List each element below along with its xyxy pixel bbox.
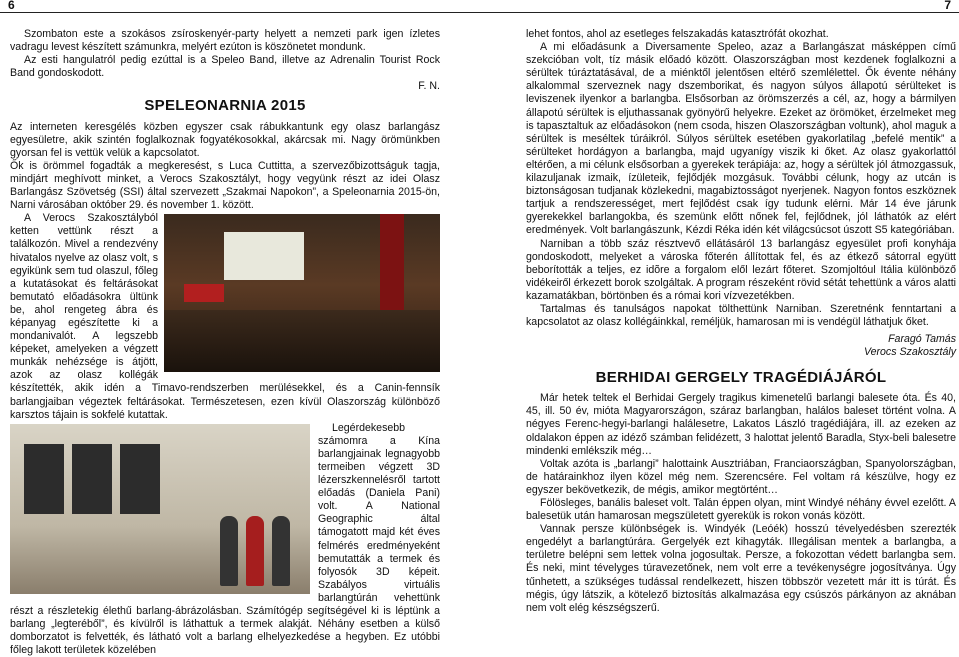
speleonarnia-paragraph-2: A Verocs Szakosztályból ketten vettünk részt a találkozón. Mivel a rendezvény hivatalos nyelve az olasz volt, s egyikünk sem tud olaszul, főleg a kutatásokat és feltárásokat bemutató előadásokra ültünk be, ahol rengeteg ábra és képanyag egészítette ki a mondanivalót. A legszebb képeket, amelyeken a végzett munkák nehézsége is átjött, azok az olasz kollégák készítették, akik idén a Timavo-rendszerben merülésekkel, és a Canin-fennsík barlangjaiban végeztek feltárásokat. Természetesen, ezen kívül Olaszország különböző karsztos tájain is sokfelé kutattak. xyxy=(10,212,440,421)
signature-organization: Verocs Szakosztály xyxy=(863,346,956,359)
right-paragraph-4: Tartalmas és tanulságos napokat tölthettünk Narniban. Szeretnénk fenntartani a kapcsolatot az olasz kollégáinkkal, reméljük, hamarosan mi is vendégül láthatjuk őket. xyxy=(526,302,956,329)
berhidai-paragraph-1: Már hetek teltek el Berhidai Gergely tragikus kimenetelű barlangi balesete óta. És 40, 45, ill. 50 év, mióta Magyarországon, száraz barlangban, halálos baleset történt volna. A négyes Ferenc-hegyi-barlangi halálesetre, Lakatos László tragédiájára, ill. az ezeken az oldalakon éppen az idéző számban felidézett, 3 halottat jelentő Baradla, Styx-beli balesetre mindenki emlékszik még… xyxy=(526,392,956,457)
speleonarnia-paragraph-1: Az interneten keresgélés közben egyszer csak rábukkantunk egy olasz barlangász egyesületre, akik szintén foglalkoznak fogyatékosokkal, akárcsak mi. Nagy örömünkben gyorsan fel is vettük velük a kapcsolatot. xyxy=(10,120,440,159)
right-column xyxy=(526,28,956,615)
speleonarnia-paragraph-1b: Ők is örömmel fogadták a megkeresést, s Luca Cuttitta, a szervezőbizottságuk tagja, mindjárt meghívott minket, a Verocs Szakosztályt, hogy vegyünk részt az idei Olasz Barlangász Szövetség (SSI) által szervezett „Szakmai Napokon”, a Speleonarnia 2015-ön, Narni városában október 29. és november 1. között. xyxy=(10,159,440,212)
article-title-speleonarnia: SPELEONARNIA 2015 xyxy=(144,97,306,115)
page-number-right: 7 xyxy=(944,0,951,12)
intro-paragraph: Szombaton este a szokásos zsíroskenyér-party helyett a nemzeti park igen ízletes vadragu levest készített számunkra, melyért ezúton is köszönetet mondunk. xyxy=(10,28,440,54)
signature-block xyxy=(526,333,956,359)
conference-hall-photo xyxy=(164,214,440,372)
berhidai-paragraph-3: Fölösleges, banális baleset volt. Talán éppen olyan, mint Windyé néhány évvel ezelőtt. A balesetük után hamarosan megszületett gyerekük is rokon vonás között. xyxy=(526,497,956,523)
berhidai-paragraph-4: Vannak persze különbségek is. Windyék (Leóék) hosszú tévelyedésben szerezték engedélyt a barlangtúrára. Gergelyék ezt kihagyták. Illegálisan mentek a barlangba, a területre belépni sem lettek volna jogosultak. Persze, a fokozottan védett barlangba sem. És neki, mint tévelyges túravezetőnek, nem volt erre a tevékenységre jogosítványa. Úgy tűnhetett, a szükséges tudással rendelkezett, hiszen többször vezetett már itt is túrát. És mégis, úgy látszik, a kötelező biztosítás alkalmazása egy csúszós párkányon az aknában nem volt elég készségszerű. xyxy=(526,523,956,614)
right-paragraph-3: Narniban a több száz résztvevő ellátásáról 13 barlangász egyesület profi konyhája gondoskodott, melyeket a városka főterén állítottak fel, és az étkező sátorral együtt beborították a teljes, ez idõre a forgalom elől lezárt főteret. Szomjoltóul Itália különböző vidékeiről érkezett borok szolgáltak. A program részeként rövid sétát tehettünk a város alatti kazamatákban, börtönben és a római kori vízvezetékben. xyxy=(526,237,956,302)
right-paragraph-1: lehet fontos, ahol az esetleges felszakadás katasztrófát okozhat. xyxy=(526,28,829,40)
speleonarnia-paragraph-3: Legérdekesebb számomra a Kína barlangjainak legnagyobb termeiben végzett 3D lézerszkennelésről tartott előadás (Daniela Pani) volt. A National Geographic által támogatott majd két éves felmérés eredményeként bemutatták a termek és folyosók 3D képeit. Szabályos virtuális barlangtúrán vehettünk részt a részletekig élethű barlang-ábrázolásban. Számítógép segítségével ki is léptünk a barlang „legteréből”, és kívülről is láthattuk a termek alakját. Néhány esetben a külső domborzatot is felvették, és látható volt a barlang elhelyezkedése a hegyben. Ez utóbbi főleg lakott területek közelében xyxy=(10,421,440,657)
left-column xyxy=(10,28,440,657)
thanks-paragraph: Az esti hangulatról pedig ezúttal is a Speleo Band, illetve az Adrenalin Tourist Rock Band gondoskodott. xyxy=(10,54,440,80)
author-initials: F. N. xyxy=(418,80,440,93)
article-title-berhidai: BERHIDAI GERGELY TRAGÉDIÁJÁRÓL xyxy=(595,369,887,387)
signature-name: Faragó Tamás xyxy=(888,333,956,346)
exhibition-photo xyxy=(10,424,310,594)
page-number-left: 6 xyxy=(8,0,15,12)
header-rule xyxy=(0,0,959,13)
right-paragraph-2: A mi előadásunk a Diversamente Speleo, azaz a Barlangászat másképpen című szekcióban volt, tíz másik előadó között. Olaszországban most kezdenek foglalkozni a sérültek túráztatásával, de a miénktől jelentősen eltérő szemlélettel. Ők évente néhány alkalommal szerveznek nagy dszemborikat, és nagyon súlyos állapotú sérülteket is leviszenek ilyenkor a barlangba. Elsősorban az örömszerzés a cél, az, hogy a bármilyen állapotú sérültek is eljuthassanak gyönyörű helyekre. Ezeket az örömöket, érzelmeket meg is tapasztaltuk az előadásokon (nem csoda, hiszen Olaszországban voltunk), ahol maguk a sérültek is meséltek túráikról. Súlyos sérültek esetében gyakorlatilag „befelé mentik” a sérülteket hordágyon a barlangba, majd ugyanígy viszik ki őket. Az olasz gyakorlattól eltérően, a mi célunk elsősorban a gyerekek terápiája: az, hogy a sérültek jól átmozgassuk, kilazuljanak izmaik, ízületeik, fejlődjék mozgásuk. További célunk, hogy az utcán is biztonságosan tudjanak közlekedni, magabiztosságot nyerjenek. Nagyon fontos eszköznek tartjuk a rendszerességet, mert fejlődést csak így tudunk elérni. Már 14 éve járunk gyerekekkel barlangokba, és szemünk előtt nőnek fel, fejlődnek, jól láthatók az elért eredmények. Volt barlangászunk, Kézdi Réka idén két világcsúcsot úszott S5 kategóriában. xyxy=(526,41,956,237)
berhidai-paragraph-2: Voltak azóta is „barlangi” halottaink Ausztriában, Franciaországban, Spanyolországban, de határainkhoz ilyen közel még nem. Szerencsére. Fel voltam rá készülve, hogy ez egyszer bekövetkezik, de mégis, amikor megtörtént… xyxy=(526,457,956,496)
